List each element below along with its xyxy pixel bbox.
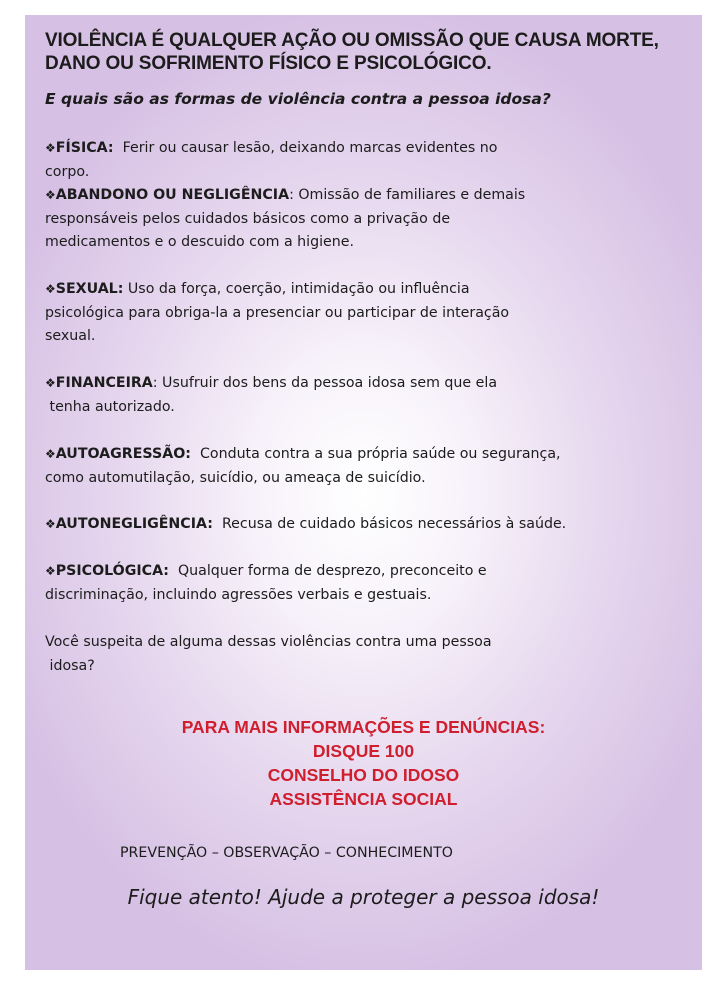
diamond-bullet-icon: ❖ xyxy=(45,188,56,202)
motto: PREVENÇÃO – OBSERVAÇÃO – CONHECIMENTO xyxy=(120,845,453,861)
violence-item-fisica xyxy=(45,137,690,184)
item-text: Recusa de cuidado básicos necessários à saúde. xyxy=(221,516,567,532)
item-line: Você suspeita de alguma dessas violências contra uma pessoa xyxy=(45,634,492,650)
item-line xyxy=(45,137,690,161)
closing-message: Fique atento! Ajude a proteger a pessoa idosa! xyxy=(127,885,600,909)
item-line: discriminação, incluindo agressões verbais e gestuais. xyxy=(45,586,432,603)
item-text: Ferir ou causar lesão, deixando marcas evidentes no xyxy=(122,140,498,156)
item-line xyxy=(45,184,690,208)
item-label: AUTONEGLIGÊNCIA: xyxy=(55,516,213,532)
violence-item-autoagressao xyxy=(45,443,690,490)
violence-item-financeira xyxy=(45,372,690,419)
contact-info xyxy=(25,715,702,811)
item-label: PSICOLÓGICA: xyxy=(55,563,169,579)
item-text: : Usufruir dos bens da pessoa idosa sem que ela xyxy=(152,375,498,391)
item-line: psicológica para obriga-la a presenciar ou participar de interação xyxy=(45,304,510,321)
diamond-bullet-icon: ❖ xyxy=(45,564,56,578)
item-line: tenha autorizado. xyxy=(45,398,175,415)
diamond-bullet-icon: ❖ xyxy=(45,282,56,296)
item-label: SEXUAL: xyxy=(55,281,124,297)
item-line xyxy=(45,560,690,584)
item-line: corpo. xyxy=(45,163,90,180)
item-text: Conduta contra a sua própria saúde ou segurança, xyxy=(199,446,561,462)
question-heading: E quais são as formas de violência contra a pessoa idosa? xyxy=(45,90,551,108)
item-line xyxy=(45,443,690,467)
flyer-title: VIOLÊNCIA É QUALQUER AÇÃO OU OMISSÃO QUE CAUSA MORTE, DANO OU SOFRIMENTO FÍSICO E PSICOLÓGICO. xyxy=(45,30,659,74)
item-line: medicamentos e o descuido com a higiene. xyxy=(45,234,355,250)
suspect-question xyxy=(45,631,690,678)
item-text: : Omissão de familiares e demais xyxy=(289,187,526,203)
diamond-bullet-icon: ❖ xyxy=(45,517,56,531)
item-line: como automutilação, suicídio, ou ameaça de suicídio. xyxy=(45,469,426,486)
item-label: AUTOAGRESSÃO: xyxy=(55,446,191,462)
violence-item-psicologica xyxy=(45,560,690,607)
violence-item-autonegligencia xyxy=(45,513,705,537)
item-line: idosa? xyxy=(45,657,95,674)
item-text: Uso da força, coerção, intimidação ou influência xyxy=(127,281,470,297)
item-line xyxy=(45,278,690,302)
diamond-bullet-icon: ❖ xyxy=(45,141,56,155)
contact-heading: PARA MAIS INFORMAÇÕES E DENÚNCIAS: xyxy=(181,717,546,737)
contact-line: DISQUE 100 xyxy=(312,741,415,761)
item-label: FINANCEIRA xyxy=(55,375,153,391)
item-line: sexual. xyxy=(45,328,96,344)
item-line xyxy=(45,513,705,537)
contact-line: ASSISTÊNCIA SOCIAL xyxy=(269,789,458,809)
flyer-panel xyxy=(25,15,702,970)
diamond-bullet-icon: ❖ xyxy=(45,447,56,461)
diamond-bullet-icon: ❖ xyxy=(45,376,56,390)
item-line xyxy=(45,372,690,396)
contact-line: CONSELHO DO IDOSO xyxy=(267,765,460,785)
violence-item-sexual xyxy=(45,278,690,349)
item-label: FÍSICA: xyxy=(55,140,114,156)
item-label: ABANDONO OU NEGLIGÊNCIA xyxy=(55,187,290,203)
violence-item-abandono xyxy=(45,184,690,255)
item-text: Qualquer forma de desprezo, preconceito e xyxy=(178,563,487,579)
item-line: responsáveis pelos cuidados básicos como a privação de xyxy=(45,210,451,227)
